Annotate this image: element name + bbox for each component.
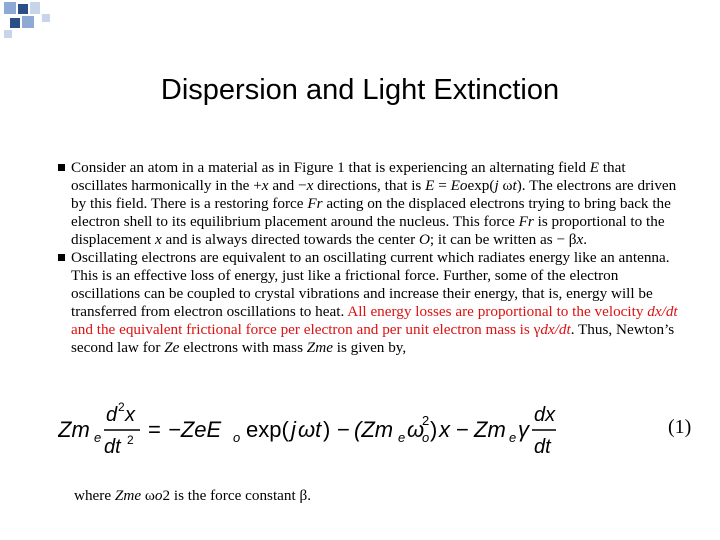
eq-minus: −: [337, 417, 350, 442]
text-run: directions, that is: [313, 177, 426, 194]
deco-square: [4, 2, 16, 14]
text-run: ). The electrons are driven by this field. There is a restoring force: [71, 177, 677, 212]
eq-paren: ): [323, 417, 331, 442]
text-run: =: [434, 177, 451, 194]
deco-square: [10, 18, 20, 28]
eq-sup: 2: [127, 433, 134, 447]
math-var: O: [418, 231, 430, 248]
eq-term: (Zm: [354, 417, 394, 442]
deco-square: [30, 2, 40, 14]
text-run: Oscillating electrons are equivalent to an oscillating current which radiates energy like an antenna. This is an effective loss of energy, just like a frictional force. Further, some of the electron oscillations can be coupled to crystal vibrations and increase their energy, that is, energy will be transferred from electron oscillations to heat.: [71, 249, 670, 320]
text-run: that oscillates harmonically in the +: [71, 159, 626, 194]
eq-numerator: dx: [534, 404, 556, 426]
math-var: Fr: [518, 213, 534, 230]
eq-omega: ω: [407, 417, 425, 442]
math-var: Eo: [450, 177, 468, 194]
text-run: 2 is the force constant β.: [162, 487, 312, 504]
math-var: x: [261, 177, 269, 194]
math-var: o: [154, 487, 163, 504]
bullet-item: [62, 249, 682, 357]
eq-x: x: [439, 417, 450, 442]
text-run: where: [74, 487, 115, 504]
eq-denominator: dt: [104, 436, 121, 458]
math-var: j: [494, 177, 499, 194]
text-run: and is always directed towards the center: [161, 231, 419, 248]
footnote: [74, 487, 311, 505]
eq-sub: e: [94, 430, 102, 445]
math-var: Zme: [114, 487, 142, 504]
eq-sub: e: [398, 430, 406, 445]
highlight-text: and the equivalent frictional force per electron and per unit electron mass is γ: [71, 321, 541, 338]
eq-sup: 2: [422, 413, 430, 428]
eq-paren: ): [430, 417, 438, 442]
deco-square: [18, 4, 28, 14]
deco-square: [42, 14, 50, 22]
eq-term: Zm: [474, 417, 506, 442]
text-run: electrons with mass: [179, 339, 307, 356]
eq-term: −ZeE: [168, 417, 222, 442]
eq-minus: −: [456, 417, 469, 442]
text-run: is given by,: [332, 339, 407, 356]
math-var: x: [154, 231, 162, 248]
text-run: and −: [268, 177, 307, 194]
math-var: E: [425, 177, 435, 194]
text-run: Consider an atom in a material as in Figure 1 that is experiencing an alternating field: [71, 159, 590, 176]
eq-equals: =: [148, 417, 161, 442]
eq-numerator-d: d: [106, 404, 118, 426]
eq-sup: 2: [118, 400, 125, 414]
math-var: Ze: [164, 339, 180, 356]
eq-exp: exp(: [246, 417, 289, 442]
slide-title: Dispersion and Light Extinction: [160, 74, 560, 106]
text-run: ω: [141, 487, 155, 504]
equation-number: (1): [668, 416, 692, 438]
text-run: exp(: [467, 177, 495, 194]
corner-decoration: [0, 0, 60, 44]
bullet-item: [62, 159, 682, 249]
eq-numerator-x: x: [125, 404, 135, 426]
eq-gamma: γ: [518, 417, 529, 442]
math-var: dx/dt: [647, 303, 678, 320]
math-var: x: [306, 177, 314, 194]
eq-sub: e: [509, 430, 517, 445]
text-run: is proportional to the displacement: [71, 213, 665, 248]
deco-square: [4, 30, 12, 38]
bullet-list: [62, 159, 682, 357]
square-bullet-icon: [58, 164, 65, 171]
text-run: ; it can be written as − β: [429, 231, 577, 248]
math-var: E: [589, 159, 600, 176]
deco-square: [22, 16, 34, 28]
math-var: t: [512, 177, 517, 194]
eq-denominator: dt: [534, 436, 551, 458]
eq-sub: o: [422, 430, 430, 445]
text-run: ω: [498, 177, 513, 194]
eq-j: j: [291, 417, 296, 442]
math-var: Zme: [306, 339, 333, 356]
math-var: Fr: [307, 195, 323, 212]
text-run: .: [583, 231, 588, 248]
eq-omega-t: ωt: [298, 417, 322, 442]
text-run: acting on the displaced electrons trying to bring back the electron shell to its equilibrium placement around the nucleus. This force: [71, 195, 671, 230]
eq-lhs: Zm: [58, 417, 90, 442]
highlight-text: All energy losses are proportional to the velocity: [347, 303, 648, 320]
eq-sub: o: [233, 430, 241, 445]
math-var: dx/dt: [540, 321, 571, 338]
square-bullet-icon: [58, 254, 65, 261]
text-run: . Thus, Newton’s second law for: [71, 321, 675, 356]
math-var: x: [576, 231, 584, 248]
equation-1: [58, 395, 698, 463]
